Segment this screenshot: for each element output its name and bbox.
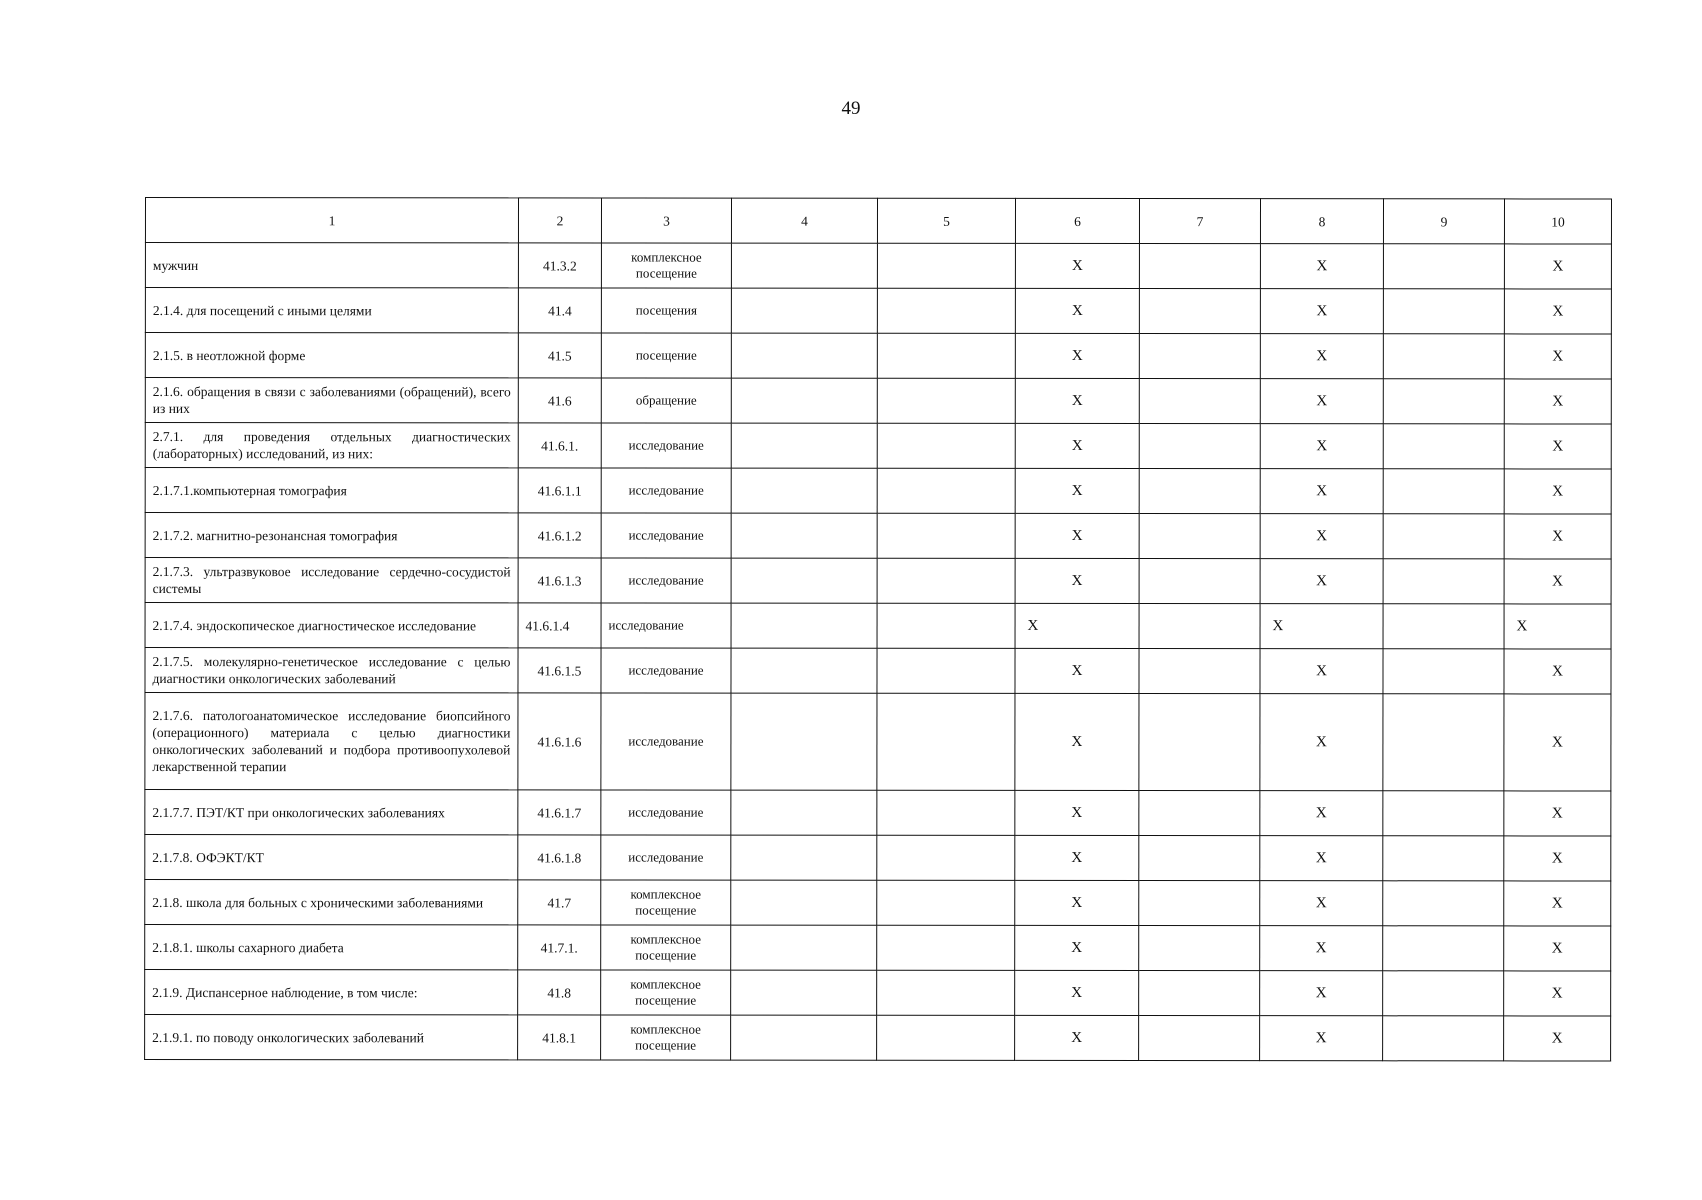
table-row — [145, 603, 1611, 650]
page-number: 49 — [841, 98, 861, 119]
row-col5-cell — [877, 970, 1015, 1015]
column-header: 6 — [1015, 198, 1139, 243]
row-col8-cell: X — [1260, 604, 1383, 649]
row-name-cell: 2.1.7.1.компьютерная томография — [145, 468, 518, 513]
row-name-cell: мужчин — [145, 243, 518, 288]
row-col6-cell: X — [1015, 333, 1139, 378]
row-col9-cell — [1383, 379, 1504, 424]
row-code-cell: 41.7 — [518, 880, 601, 925]
row-code-cell: 41.6.1.5 — [518, 648, 601, 693]
row-col4-cell — [731, 693, 877, 790]
row-col6-cell: X — [1015, 1015, 1139, 1060]
row-col7-cell — [1139, 791, 1260, 836]
row-col10-cell: X — [1504, 559, 1611, 604]
row-unit-cell: комплексное посещение — [601, 1015, 731, 1060]
row-col5-cell — [877, 790, 1015, 835]
column-header: 4 — [731, 198, 877, 243]
row-col10-cell: X — [1504, 424, 1611, 469]
row-col8-cell: X — [1260, 424, 1383, 469]
table-row — [145, 333, 1611, 380]
table-header-row — [145, 198, 1611, 245]
row-unit-cell: комплексное посещение — [601, 243, 731, 288]
row-col6-cell: X — [1015, 880, 1139, 925]
row-unit-cell: посещения — [601, 288, 731, 333]
row-unit-cell: исследование — [601, 558, 731, 603]
row-col9-cell — [1383, 881, 1504, 926]
row-col8-cell: X — [1260, 334, 1383, 379]
row-col7-cell — [1139, 694, 1260, 791]
column-header: 1 — [145, 198, 518, 243]
row-col9-cell — [1383, 289, 1504, 334]
row-col4-cell — [731, 790, 877, 835]
row-col5-cell — [877, 378, 1015, 423]
row-col9-cell — [1383, 971, 1504, 1016]
row-col5-cell — [877, 603, 1015, 648]
row-col6-cell: X — [1015, 603, 1139, 648]
row-col9-cell — [1383, 424, 1504, 469]
row-col6-cell: X — [1015, 558, 1139, 603]
table-row — [145, 835, 1611, 882]
row-code-cell: 41.3.2 — [518, 243, 601, 288]
table-row — [145, 243, 1611, 290]
row-col8-cell: X — [1260, 1016, 1383, 1061]
row-code-cell: 41.6.1.4 — [518, 603, 601, 648]
row-code-cell: 41.6.1.1 — [518, 468, 601, 513]
row-col10-cell: X — [1504, 694, 1611, 791]
table-row — [145, 513, 1611, 560]
row-col7-cell — [1139, 334, 1260, 379]
row-col4-cell — [731, 378, 877, 423]
row-code-cell: 41.8 — [518, 970, 601, 1015]
row-col10-cell: X — [1504, 469, 1611, 514]
row-col7-cell — [1139, 1016, 1260, 1061]
row-col10-cell: X — [1504, 289, 1611, 334]
row-code-cell: 41.6.1.3 — [518, 558, 601, 603]
row-col8-cell: X — [1260, 926, 1383, 971]
row-col4-cell — [731, 925, 877, 970]
row-name-cell: 2.1.7.7. ПЭТ/КТ при онкологических заболеваниях — [145, 790, 518, 835]
row-col7-cell — [1139, 469, 1260, 514]
row-name-cell: 2.1.5. в неотложной форме — [145, 333, 518, 378]
row-col7-cell — [1139, 514, 1260, 559]
row-col8-cell: X — [1260, 649, 1383, 694]
row-col6-cell: X — [1015, 835, 1139, 880]
row-col10-cell: X — [1504, 1016, 1611, 1061]
row-unit-cell: исследование — [601, 423, 731, 468]
row-unit-cell: исследование — [601, 693, 731, 790]
row-col5-cell — [877, 880, 1015, 925]
row-col6-cell: X — [1015, 790, 1139, 835]
row-col6-cell: X — [1015, 423, 1139, 468]
row-col8-cell: X — [1260, 379, 1383, 424]
row-col8-cell: X — [1260, 971, 1383, 1016]
row-col10-cell: X — [1504, 514, 1611, 559]
row-col5-cell — [877, 423, 1015, 468]
row-col8-cell: X — [1260, 469, 1383, 514]
column-header: 3 — [601, 198, 731, 243]
row-col6-cell: X — [1015, 378, 1139, 423]
row-col7-cell — [1139, 971, 1260, 1016]
column-header: 10 — [1504, 199, 1611, 244]
table-row — [145, 790, 1611, 837]
row-name-cell: 2.1.7.3. ультразвуковое исследование сердечно-сосудистой системы — [145, 558, 518, 603]
row-col7-cell — [1139, 559, 1260, 604]
row-col9-cell — [1383, 791, 1504, 836]
row-col6-cell: X — [1015, 288, 1139, 333]
table-row — [145, 880, 1611, 927]
row-col7-cell — [1139, 881, 1260, 926]
row-col10-cell: X — [1504, 244, 1611, 289]
row-col4-cell — [731, 603, 877, 648]
row-col4-cell — [731, 243, 877, 288]
row-col7-cell — [1139, 379, 1260, 424]
row-col9-cell — [1383, 649, 1504, 694]
row-name-cell: 2.1.8. школа для больных с хроническими заболеваниями — [145, 880, 518, 925]
row-col7-cell — [1139, 244, 1260, 289]
row-name-cell: 2.1.9.1. по поводу онкологических заболеваний — [145, 1015, 518, 1060]
row-col7-cell — [1139, 289, 1260, 334]
row-col8-cell: X — [1260, 836, 1383, 881]
column-header: 5 — [877, 198, 1015, 243]
row-col8-cell: X — [1260, 694, 1383, 791]
data-table — [144, 197, 1612, 1062]
row-col6-cell: X — [1015, 648, 1139, 693]
row-col4-cell — [731, 288, 877, 333]
row-col6-cell: X — [1015, 513, 1139, 558]
row-col8-cell: X — [1260, 289, 1383, 334]
row-col4-cell — [731, 835, 877, 880]
row-code-cell: 41.5 — [518, 333, 601, 378]
row-code-cell: 41.6.1.7 — [518, 790, 601, 835]
row-col5-cell — [877, 288, 1015, 333]
row-col4-cell — [731, 468, 877, 513]
row-col4-cell — [731, 423, 877, 468]
row-col6-cell: X — [1015, 243, 1139, 288]
row-col4-cell — [731, 648, 877, 693]
row-col9-cell — [1383, 514, 1504, 559]
table-row — [145, 1015, 1611, 1062]
row-unit-cell: комплексное посещение — [601, 970, 731, 1015]
row-code-cell: 41.6.1.2 — [518, 513, 601, 558]
row-col7-cell — [1139, 926, 1260, 971]
row-col5-cell — [877, 513, 1015, 558]
row-col9-cell — [1383, 926, 1504, 971]
row-code-cell: 41.4 — [518, 288, 601, 333]
table-row — [145, 648, 1611, 695]
row-col4-cell — [731, 970, 877, 1015]
row-unit-cell: исследование — [601, 835, 731, 880]
row-col6-cell: X — [1015, 970, 1139, 1015]
row-col5-cell — [877, 468, 1015, 513]
row-name-cell: 2.1.6. обращения в связи с заболеваниями (обращений), всего из них — [145, 378, 518, 423]
row-col4-cell — [731, 513, 877, 558]
row-col5-cell — [877, 243, 1015, 288]
row-unit-cell: посещение — [601, 333, 731, 378]
row-col5-cell — [877, 693, 1015, 790]
row-code-cell: 41.7.1. — [518, 925, 601, 970]
row-col7-cell — [1139, 836, 1260, 881]
row-name-cell: 2.7.1. для проведения отдельных диагностических (лабораторных) исследований, из них: — [145, 423, 518, 468]
table-row — [145, 558, 1611, 605]
row-col4-cell — [731, 1015, 877, 1060]
table-row — [145, 970, 1611, 1017]
row-col8-cell: X — [1260, 791, 1383, 836]
row-name-cell: 2.1.7.8. ОФЭКТ/КТ — [145, 835, 518, 880]
row-code-cell: 41.6.1. — [518, 423, 601, 468]
row-col5-cell — [877, 558, 1015, 603]
table-row — [145, 288, 1611, 335]
row-col6-cell: X — [1015, 468, 1139, 513]
row-col10-cell: X — [1504, 604, 1611, 649]
table-row — [145, 693, 1611, 792]
table-row — [145, 925, 1611, 972]
row-name-cell: 2.1.9. Диспансерное наблюдение, в том числе: — [145, 970, 518, 1015]
column-header: 9 — [1383, 199, 1504, 244]
row-col4-cell — [731, 880, 877, 925]
row-name-cell: 2.1.7.2. магнитно-резонансная томография — [145, 513, 518, 558]
row-col7-cell — [1139, 424, 1260, 469]
row-col10-cell: X — [1504, 881, 1611, 926]
row-col9-cell — [1383, 559, 1504, 604]
row-name-cell: 2.1.7.6. патологоанатомическое исследование биопсийного (операционного) материала с целью диагностики онкологических заболеваний и подбора противоопухолевой лекарственной терапии — [145, 693, 518, 790]
row-name-cell: 2.1.7.5. молекулярно-генетическое исследование с целью диагностики онкологических заболеваний — [145, 648, 518, 693]
column-header: 7 — [1139, 199, 1260, 244]
row-unit-cell: исследование — [601, 790, 731, 835]
column-header: 8 — [1260, 199, 1383, 244]
row-col4-cell — [731, 558, 877, 603]
row-col8-cell: X — [1260, 244, 1383, 289]
row-code-cell: 41.6.1.8 — [518, 835, 601, 880]
row-unit-cell: исследование — [601, 603, 731, 648]
row-unit-cell: исследование — [601, 513, 731, 558]
row-col8-cell: X — [1260, 514, 1383, 559]
row-col10-cell: X — [1504, 791, 1611, 836]
row-col9-cell — [1383, 334, 1504, 379]
row-col5-cell — [877, 925, 1015, 970]
row-col9-cell — [1383, 469, 1504, 514]
table-row — [145, 468, 1611, 515]
row-col10-cell: X — [1504, 379, 1611, 424]
row-col5-cell — [877, 835, 1015, 880]
row-col7-cell — [1139, 649, 1260, 694]
table-row — [145, 423, 1611, 470]
column-header: 2 — [518, 198, 601, 243]
row-col6-cell: X — [1015, 925, 1139, 970]
row-col10-cell: X — [1504, 334, 1611, 379]
row-code-cell: 41.6 — [518, 378, 601, 423]
row-col8-cell: X — [1260, 559, 1383, 604]
row-name-cell: 2.1.8.1. школы сахарного диабета — [145, 925, 518, 970]
row-col10-cell: X — [1504, 926, 1611, 971]
row-unit-cell: исследование — [601, 468, 731, 513]
row-unit-cell: комплексное посещение — [601, 880, 731, 925]
row-code-cell: 41.8.1 — [518, 1015, 601, 1060]
row-name-cell: 2.1.4. для посещений с иными целями — [145, 288, 518, 333]
row-col9-cell — [1383, 694, 1504, 791]
row-col7-cell — [1139, 604, 1260, 649]
row-col5-cell — [877, 333, 1015, 378]
row-col4-cell — [731, 333, 877, 378]
row-col5-cell — [877, 648, 1015, 693]
row-col9-cell — [1383, 1016, 1504, 1061]
row-unit-cell: комплексное посещение — [601, 925, 731, 970]
row-col10-cell: X — [1504, 649, 1611, 694]
row-col9-cell — [1383, 836, 1504, 881]
row-col5-cell — [877, 1015, 1015, 1060]
row-unit-cell: исследование — [601, 648, 731, 693]
row-col9-cell — [1383, 604, 1504, 649]
row-col10-cell: X — [1504, 836, 1611, 881]
row-col10-cell: X — [1504, 971, 1611, 1016]
row-col9-cell — [1383, 244, 1504, 289]
row-unit-cell: обращение — [601, 378, 731, 423]
row-name-cell: 2.1.7.4. эндоскопическое диагностическое исследование — [145, 603, 518, 648]
row-code-cell: 41.6.1.6 — [518, 693, 601, 790]
table-row — [145, 378, 1611, 425]
row-col8-cell: X — [1260, 881, 1383, 926]
row-col6-cell: X — [1015, 693, 1139, 790]
